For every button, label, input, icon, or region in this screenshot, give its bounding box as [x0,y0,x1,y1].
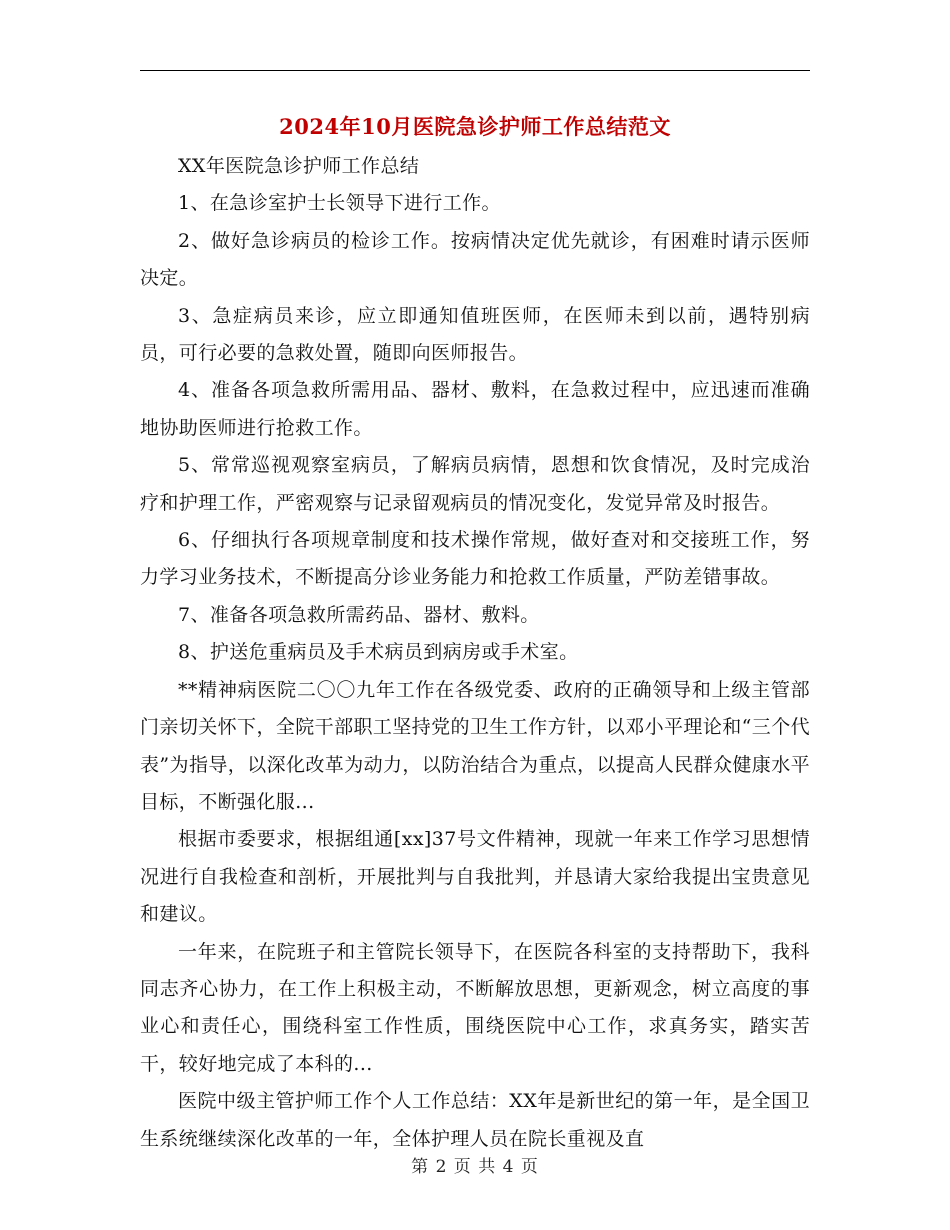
paragraph-item-6: 6、仔细执行各项规章制度和技术操作常规，做好查对和交接班工作，努力学习业务技术，不断提高分诊业务能力和抢救工作质量，严防差错事故。 [140,529,810,589]
header-rule [140,70,810,71]
document-title: 2024年10月医院急诊护师工作总结范文 [279,114,671,139]
document-body [140,148,810,1158]
paragraph-item-2: 2、做好急诊病员的检诊工作。按病情决定优先就诊，有困难时请示医师决定。 [140,229,810,290]
paragraph-excerpt-department: 一年来，在院班子和主管院长领导下，在医院各科室的支持帮助下，我科同志齐心协力，在工作上积极主动，不断解放思想，更新观念，树立高度的事业心和责任心，围绕科室工作性质，围绕医院中心工作，求真务实，踏实苦干，较好地完成了本科的... [140,940,810,1075]
paragraph-subtitle: XX年医院急诊护师工作总结 [178,155,420,177]
paragraph-excerpt-nursing: 医院中级主管护师工作个人工作总结：XX年是新世纪的第一年，是全国卫生系统继续深化改革的一年，全体护理人员在院长重视及直 [140,1090,810,1150]
paragraph-excerpt-selfcheck: 根据市委要求，根据组通[xx]37号文件精神，现就一年来工作学习思想情况进行自我检查和剖析，开展批判与自我批判，并恳请大家给我提出宝贵意见和建议。 [140,828,810,926]
paragraph-item-4: 4、准备各项急救所需用品、器材、敷料，在急救过程中，应迅速而准确地协助医师进行抢救工作。 [140,379,810,439]
page-number: 第 2 页 共 4 页 [411,1157,539,1177]
paragraph-item-3: 3、急症病员来诊，应立即通知值班医师，在医师未到以前，遇特别病员，可行必要的急救处置，随即向医师报告。 [140,304,810,365]
paragraph-item-1: 1、在急诊室护士长领导下进行工作。 [178,192,501,215]
paragraph-item-5: 5、常常巡视观察室病员，了解病员病情，恩想和饮食情况，及时完成治疗和护理工作，严密观察与记录留观病员的情况变化，发觉异常及时报告。 [140,454,810,514]
paragraph-item-8: 8、护送危重病员及手术病员到病房或手术室。 [178,641,579,664]
paragraph-excerpt-hospital: **精神病医院二〇〇九年工作在各级党委、政府的正确领导和上级主管部门亲切关怀下，全院干部职工坚持党的卫生工作方针，以邓小平理论和“三个代表”为指导，以深化改革为动力，以防治结合为重点，以提高人民群众健康水平目标，不断强化服... [140,678,810,813]
paragraph-item-7: 7、准备各项急救所需药品、器材、敷料。 [178,603,540,626]
